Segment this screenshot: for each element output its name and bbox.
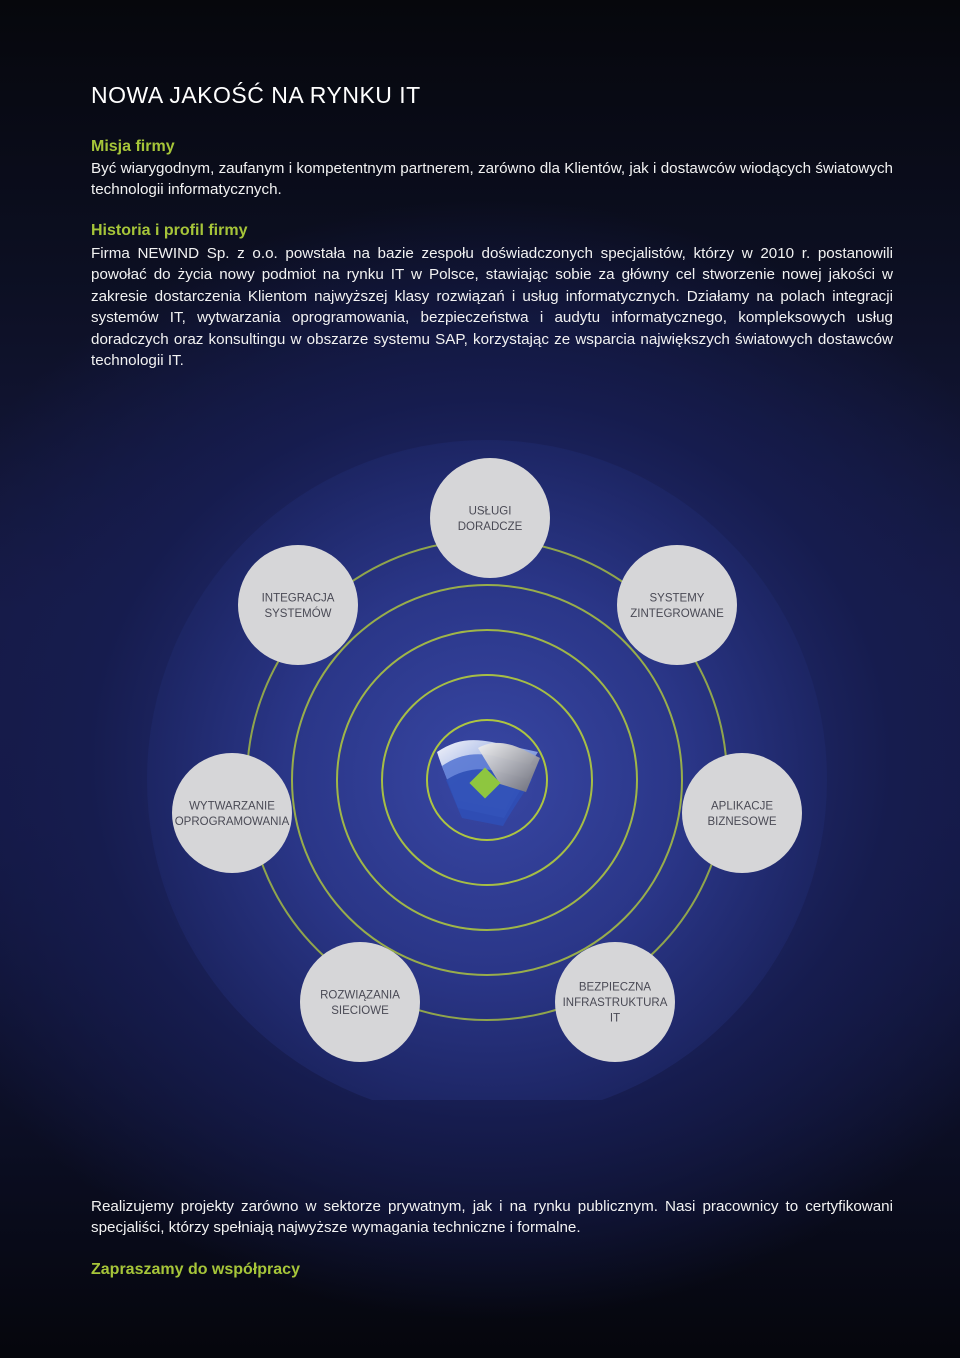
history-text: Firma NEWIND Sp. z o.o. powstała na bazie zespołu doświadczonych specjalistów, którzy w 2010 r. postanowili powołać do życia nowy podmiot na rynku IT w Polsce, stawiając sobie za główny cel stworzenie nowej jakości w zakresie dostarczenia Klientom najwyższej klasy rozwiązań i usług informatycznych. Działamy na polach integracji systemów IT, wytwarzania oprogramowania, bezpieczeństwa i audytu informatycznego, kompleksowych usług doradczych oraz konsultingu w obszarze systemu SAP, korzystając ze wsparcia największych światowych dostawców technologii IT. xyxy=(91,245,893,370)
service-node-label: ROZWIĄZANIA xyxy=(320,989,400,1002)
service-node-label: APLIKACJE xyxy=(711,800,773,813)
history-heading: Historia i profil firmy xyxy=(91,222,248,239)
service-node-circle xyxy=(682,753,802,873)
closing-text: Realizujemy projekty zarówno w sektorze prywatnym, jak i na rynku publicznym. Nasi pracownicy to certyfikowani specjaliści, którzy spełniają najwyższe wymagania techniczne i formalne. xyxy=(91,1198,893,1237)
service-node-7 xyxy=(238,545,358,665)
service-node-label: OPROGRAMOWANIA xyxy=(174,815,290,828)
service-node-label: INTEGRACJA xyxy=(261,592,335,605)
service-node-label: IT xyxy=(609,1012,621,1025)
service-node-label: BEZPIECZNA xyxy=(578,981,652,994)
mission-text: Być wiarygodnym, zaufanym i kompetentnym partnerem, zarówno dla Klientów, jak i dostawców wiodących światowych technologii informatycznych. xyxy=(91,160,893,199)
service-node-4 xyxy=(555,942,675,1062)
service-node-label: BIZNESOWE xyxy=(707,815,777,828)
mission-heading: Misja firmy xyxy=(91,138,175,155)
service-node-label: WYTWARZANIE xyxy=(189,800,275,813)
service-node-circle xyxy=(238,545,358,665)
page-title: NOWA JAKOŚĆ NA RYNKU IT xyxy=(91,82,421,108)
services-diagram xyxy=(0,380,960,1100)
service-node-circle xyxy=(430,458,550,578)
service-node-label: SIECIOWE xyxy=(331,1004,389,1017)
service-node-circle xyxy=(172,753,292,873)
service-node-label: INFRASTRUKTURA xyxy=(562,997,668,1009)
service-node-label: SYSTEMÓW xyxy=(264,607,332,620)
service-node-label: SYSTEMY xyxy=(649,592,705,605)
service-node-5 xyxy=(300,942,420,1062)
service-node-label: USŁUGI xyxy=(468,505,512,518)
service-node-label: ZINTEGROWANE xyxy=(630,607,724,620)
service-node-6 xyxy=(172,753,292,873)
service-node-circle xyxy=(300,942,420,1062)
service-node-1 xyxy=(430,458,550,578)
service-node-2 xyxy=(617,545,737,665)
invitation-text: Zapraszamy do współpracy xyxy=(91,1261,300,1278)
service-node-3 xyxy=(682,753,802,873)
service-node-circle xyxy=(617,545,737,665)
service-node-label: DORADCZE xyxy=(457,520,523,533)
